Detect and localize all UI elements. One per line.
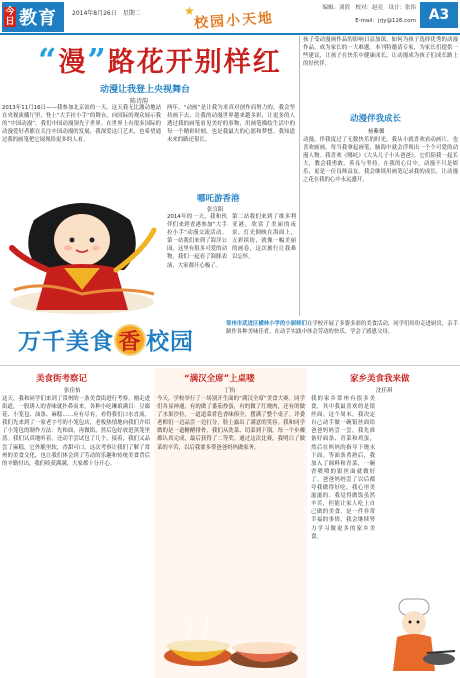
column-brand (180, 2, 280, 36)
article-column: 这天，我和同学们来到了常州的一条美食街进行考察。刚走进街道，一股诱人的香味就扑鼻而来，各种小吃琳琅满目：豆腐花、小笼包、油条、麻糕……应有尽有，看得我们口水直流。我们先来到了一家老字号的小笼包店，老板热情地向我们介绍了小笼包的制作方法：先和面，再做馅，然后包好放进蒸笼里蒸。我们认真地听着，还动手尝试包了几个。接着，我们又品尝了麻糕，它外脆里软，香甜可口。这次考察让我们了解了常州的美食文化，也让我们体会到了劳动的乐趣和传统美食背后的辛勤付出，我们收获满满，大家都十分开心。 (2, 396, 150, 467)
food-intro: 常州市武进区横林小学的小厨师们在学校开展了多姿多彩的美食活动，同学们纷纷走进厨房，亲手制作各种美味佳肴，在动手实践中体会劳动的快乐，学会了感恩父母。 (226, 321, 458, 336)
section-title: 家乡美食我来做 (350, 374, 410, 384)
headline-badge: 香 (114, 324, 146, 356)
column-brand-text: 校园小天地 (193, 10, 275, 32)
section-author: 沈佳琪 (376, 388, 393, 394)
section-author: 杨紫馨 (368, 129, 385, 135)
chef-kid-illustration (375, 595, 459, 677)
headline-subtitle: 动漫让我登上央视舞台 (100, 85, 191, 95)
section-title: “满汉全席”上桌喽 (184, 374, 255, 384)
section-author: 张宣阳 (207, 207, 224, 213)
article-column: 2014年的一天，我和伙伴们来到香港参加“大手拉小手”动漫交流活动。第一站我们来到了海洋公园，这里有很多可爱的动物，我们一起看了海豚表演，大家都开心极了。 (167, 214, 227, 269)
food-headline: 万千美食 香 校园 (18, 323, 194, 356)
column-divider (299, 36, 300, 316)
section-author: 张佳怡 (64, 388, 81, 394)
issue-date: 2014年8月26日 星期二 (72, 10, 141, 17)
section-name: 教育 (19, 8, 57, 29)
star-icon: ★ (184, 4, 195, 18)
article-column: 两年，“动画”是让我为求真对创作而努力的，我会坚持画下去，让我的动漫世界越来越多彩，让更多的人透过我的画笔看见美好的事物，用画笔描绘生活中的每一个精彩时刻，也是我最大的心愿和梦想。我知道未来的路还很长。 (167, 105, 295, 144)
headline-quote-char: 漫 (58, 47, 88, 78)
header-rule (0, 33, 460, 35)
headline-text: 路花开别样红 (107, 47, 282, 78)
section-logo (2, 2, 64, 32)
editor-credits: 编辑：刘倩 校对：赵亮 设计：张伟 (322, 5, 416, 11)
section-author: 丁怡 (224, 388, 236, 394)
contact-email: E-mail：jrjy@126.com (355, 18, 416, 24)
article-column: 第二站我们来到了维多利亚港，欣赏了美丽的夜景。灯光倒映在海面上，五彩缤纷，就像一幅美丽的画卷，这次旅行让我难以忘怀。 (232, 214, 296, 261)
today-label: 今日 (5, 7, 15, 27)
headline: “漫”路花开别样红 (38, 41, 282, 79)
section-rule (0, 365, 460, 366)
article-column: 动漫，伴我度过了无数快乐的时光。我从小就喜欢看动画片，也喜欢画画。每当我拿起画笔，脑海中就会浮现出一个个可爱的动漫人物。我喜欢《哪吒》《大头儿子小头爸爸》，它们陪我一起长大，教会我勇敢、善良与坚持。在我的心目中，动漫不只是娱乐，更是一位良师益友。我会继续用画笔记录我的成长，让动漫之花在我的心中永远盛开。 (303, 137, 458, 184)
girl-illustration (4, 190, 160, 316)
article-column: 我的家乡常州有很多美食，其中我最喜欢的是银丝面。这个周末，我决定自己动手做一碗银丝面给爸爸妈妈尝一尝。我先准备好面条、青菜和鸡蛋，然后在妈妈的指导下烧水下面。等面条煮熟后，我加入了调料和青菜，一碗香喷喷的银丝面就做好了。爸爸妈妈尝了以后都夸我做得好吃，我心里美滋滋的。我觉得做饭虽然辛苦，但能让家人吃上自己做的美食，是一件非常幸福的事情，我会继续努力学习做更多的家乡美食。 (311, 396, 375, 540)
article-column: 今天，学校举行了一场别开生面的“满汉全席”美食大赛。同学们各显神通，有的做了番茄炒蛋，有的做了红烧肉，还有的做了水果沙拉，一道道菜肴色香味俱全，摆满了整个桌子。评委老师们一边品尝一边打分，脸上露出了满意的笑容。我和同学做的是一道糖醋排骨，我们从洗菜、切菜到下锅，每一个步骤都认真完成，最后获得了二等奖。通过这次比赛，我明白了做菜的辛苦，以后我要多帮爸爸妈妈做家务。 (157, 396, 305, 451)
article-column: 孩子受动漫画作品的影响日益加深。如何为孩子选择优秀的动漫作品，成为家长的一大难题。本刊特邀请专家，为家长们提供一些建议，让孩子在快乐中健康成长，让动漫成为孩子们成长路上的好伙伴。 (303, 37, 458, 68)
section-title: 哪吒游香港 (197, 194, 240, 204)
page-number: A3 (420, 2, 458, 28)
headline-author: 陈诗韵 (130, 98, 149, 105)
article-column: 2013年11月16日——我参加北京站的一天。这天我无比激动地站在央视演播厅里，登上“大手拉小手”的舞台，向国际的观众展示我的“中国动漫”。我们中国动漫领先于世界。在世界上有很多国际的动漫爱好者都在关注中国动漫的发展，我深爱这门艺术，也希望通过我的画笔把它展现给更多的人看。 (2, 105, 161, 144)
section-title: 美食街考察记 (36, 374, 88, 384)
page-header (0, 0, 460, 40)
section-title: 动漫伴我成长 (350, 114, 402, 124)
food-bowls-illustration (158, 600, 304, 676)
